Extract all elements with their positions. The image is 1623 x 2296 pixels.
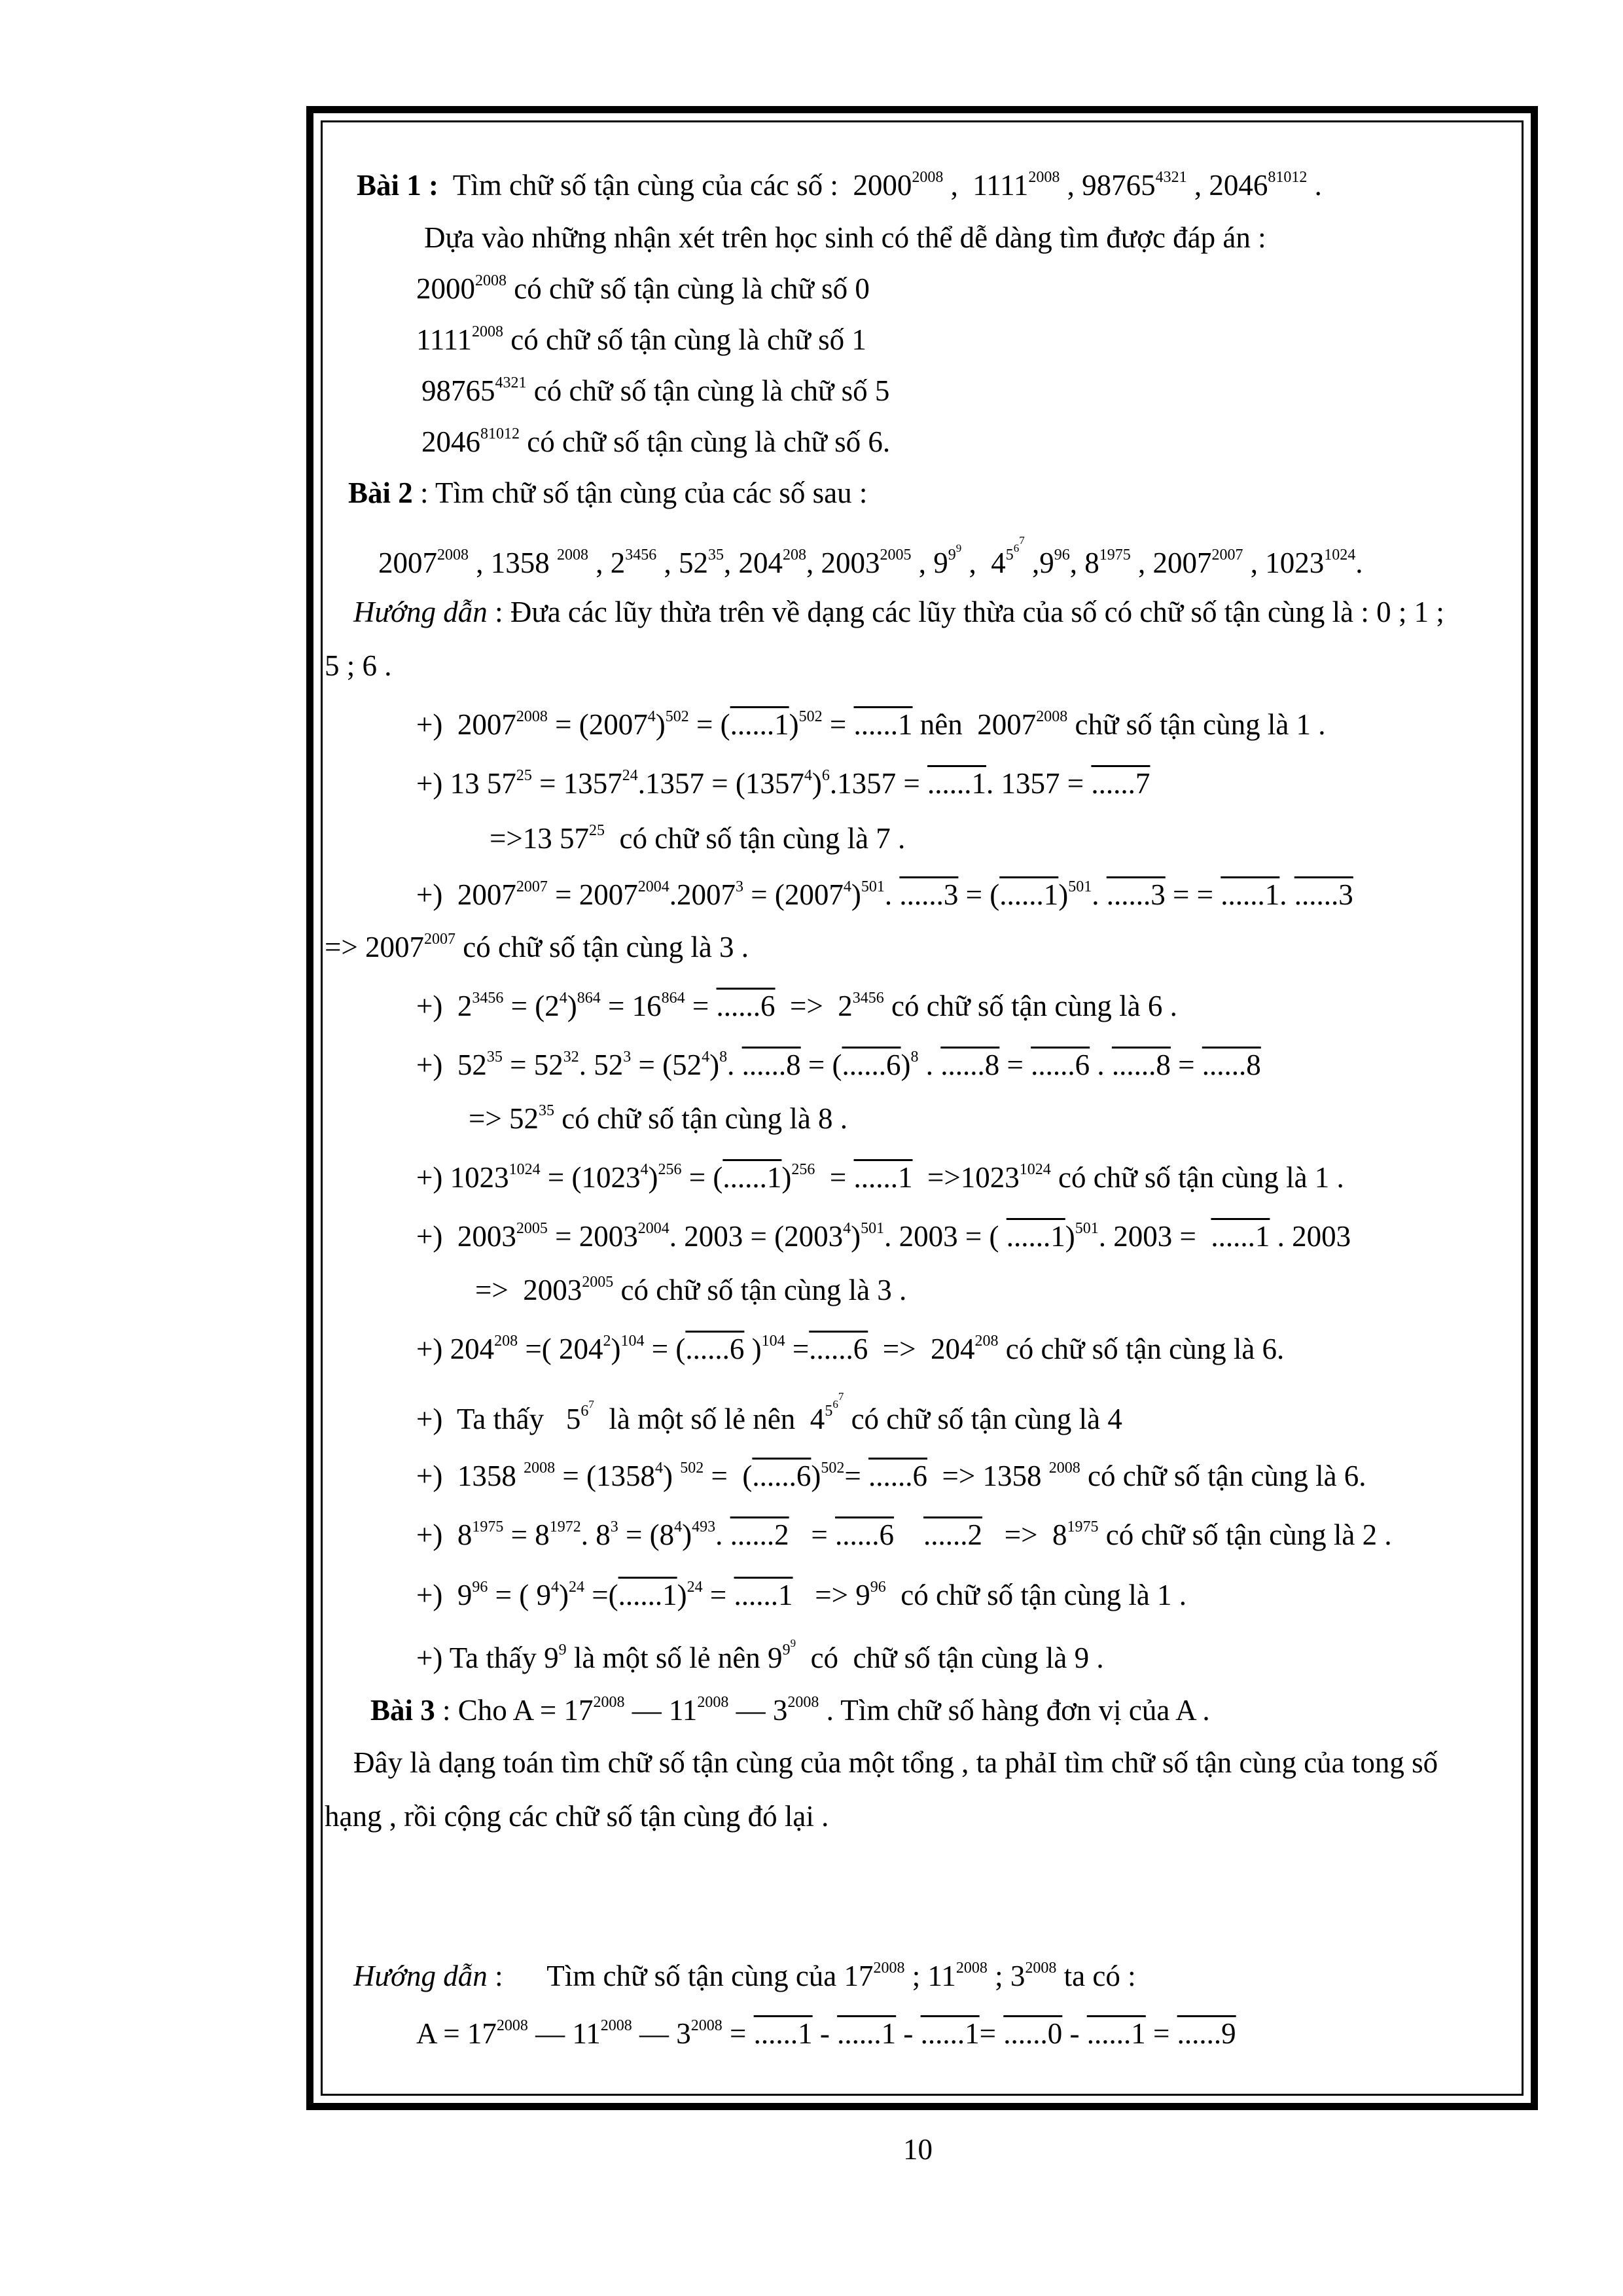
b2-step-2007-2008: +) $2007^{2008} = (2007^4)^{502} = (......1)^{502} = ......1$ nên $2007^{2008}$ chữ số tận cùng là 1 . (416, 708, 1326, 741)
b2-step-1357: +) 13 $57^{25} = 1357^{24}.1357 = (1357^4)^6.1357 = ......1$. 1357 = ......7 (416, 767, 1150, 800)
b2-step-1023: +) $1023^{1024} = (1023^4)^{256} = (......1)^{256} = ......1 =>1023^{1024}$ có chữ số tận cùng là 1 . (416, 1161, 1344, 1194)
b1-answer-3: $98765^{4321}$ có chữ số tận cùng là chữ số 5 (421, 374, 890, 407)
b2-result-1357: =>13 $57^{25}$ có chữ số tận cùng là 7 . (490, 822, 906, 855)
b2-hint: Hướng dẫn : Đưa các lũy thừa trên về dạng các lũy thừa của số có chữ số tận cùng là : 0 ; 1 ; (353, 596, 1444, 628)
b2-step-2007-2007: +) $2007^{2007} = 2007^{2004}.2007^3 = (2007^4)^{501}$. $......3 = (......1)^{501}$. ......3 = = ......1. ......3 (416, 878, 1353, 911)
b2-step-4-567: +) Ta thấy $5^{6^7}$ là một số lẻ nên $4^{5^{6^7}}$ có chữ số tận cùng là 4 (416, 1390, 1122, 1435)
b2-result-52-35: => $52^{35}$ có chữ số tận cùng là 8 . (469, 1102, 848, 1135)
b3-solution: $A = 17^{2008}$ — $11^{2008}$ — $3^{2008} = ......1 - ......1 - ......1= ......0 - ......1 = ......9$ (416, 2017, 1236, 2050)
b2-step-1358: +) 1358 $^{2008} = (1358^4) ^{502} = (......6)^{502}= ......6 => 1358$ $^{2008}$ có chữ số tận cùng là 6. (416, 1460, 1366, 1492)
b1-question: Bài 1 : Tìm chữ số tận cùng của các số : $2000^{2008}$ , $1111^{2008}$ , $98765^{4321}$ , $2046^{81012}$ . (357, 169, 1322, 202)
b2-number-list: $2007^{2008}$ , 1358 $^{2008}$ , $2^{3456}$ , $52^{35}$, $204^{208}$, $2003^{2005}$ , $9^{9^9}$ , $4^{5^{6^7}}$ $,9^{96}$, $8^{1975}$ , $2007^{2007}$ , $1023^{1024}$. (378, 534, 1363, 579)
b1-answer-4: $2046^{81012}$ có chữ số tận cùng là chữ số 6. (421, 425, 891, 458)
b2-step-52-35: +) $52^{35} = 52^{32}$. $52^3 = (52^4)^8$. $......8 = (......6)^8$ . ......8 = ......6 . ......8 = ......8 (416, 1049, 1261, 1081)
b2-step-8-1975: +) $8^{1975} = 8^{1972}$. $8^3 = (8^4)^{493}$. ......2 = ......6 $......2 => 8^{1975}$ có chữ số tận cùng là 2 . (416, 1518, 1392, 1551)
b2-result-2007-2007: => $2007^{2007}$ có chữ số tận cùng là 3 . (325, 931, 749, 963)
b2-result-2003: => $2003^{2005}$ có chữ số tận cùng là 3 . (475, 1274, 907, 1306)
b1-answer-2: $1111^{2008}$ có chữ số tận cùng là chữ số 1 (416, 323, 866, 356)
b2-question: Bài 2 : Tìm chữ số tận cùng của các số sau : (348, 476, 868, 509)
b3-hint: Hướng dẫn : Tìm chữ số tận cùng của $17^{2008}$ ; $11^{2008}$ ; $3^{2008}$ ta có : (353, 1960, 1136, 1992)
b1-answer-1: $2000^{2008}$ có chữ số tận cùng là chữ số 0 (416, 272, 870, 305)
b2-step-9-96: +) $9^{96}$ = ( $9^4)^{24} =(......1)^{24} = ......1 => 9^{96}$ có chữ số tận cùng là 1 . (416, 1579, 1187, 1611)
b2-step-204: +) $204^{208}$ =( $204^2)^{104} = (......6$ )$^{104} =......6 => 204^{208}$ có chữ số tận cùng là 6. (416, 1333, 1285, 1365)
b1-intro: Dựa vào những nhận xét trên học sinh có thể dễ dàng tìm được đáp án : (424, 221, 1266, 254)
b3-desc-1: Đây là dạng toán tìm chữ số tận cùng của một tổng , ta phảI tìm chữ số tận cùng của tong số (353, 1746, 1438, 1779)
b2-step-9-99: +) Ta thấy $9^9$ là một số lẻ nên $9^{9^9}$ có chữ số tận cùng là 9 . (416, 1637, 1104, 1674)
b3-desc-2: hạng , rồi cộng các chữ số tận cùng đó lại . (325, 1800, 829, 1833)
b2-hint-cont: 5 ; 6 . (325, 649, 392, 682)
b3-question: Bài 3 : Cho $A = 17^{2008}$ — $11^{2008}$ — $3^{2008}$ . Tìm chữ số hàng đơn vị của A . (370, 1694, 1210, 1727)
b2-step-2-3456: +) $2^{3456} = (2^4)^{864} = 16^{864} = ......6 => 2^{3456}$ có chữ số tận cùng là 6 . (416, 990, 1177, 1022)
b2-step-2003: +) $2003^{2005} = 2003^{2004}$. $2003 = (2003^4)^{501}$. 2003 = ( ......1)$^{501}$. 2003 = ......1 . 2003 (416, 1220, 1351, 1253)
page-number: 10 (903, 2133, 933, 2166)
